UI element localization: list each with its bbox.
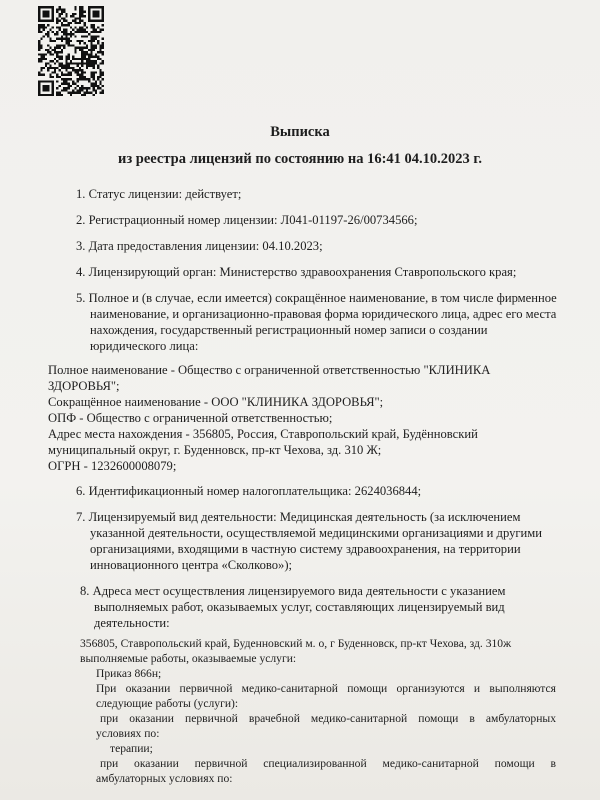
item-5-line: 5. Полное и (в случае, если имеется) сокращённое наименование, в том числе фирменное <box>76 291 557 305</box>
document-subtitle: из реестра лицензий по состоянию на 16:41 04.10.2023 г. <box>117 151 483 167</box>
item-5-line: наименование, и организационно-правовая форма юридического лица, адрес его места <box>90 307 557 321</box>
item-licensing-body: 4. Лицензирующий орган: Министерство здравоохранения Ставропольского края; <box>76 265 517 279</box>
org-short-name: Сокращённое наименование - ООО "КЛИНИКА ЗДОРОВЬЯ"; <box>48 395 384 409</box>
qr-code-icon <box>38 6 104 96</box>
place-services-label: выполняемые работы, оказываемые услуги: <box>80 652 297 665</box>
psmsp-line: при оказании первичной специализированной медико-санитарной помощи в <box>100 757 556 770</box>
item-7-line: организациями, входящими в частную систему здравоохранения, на территории <box>90 542 521 556</box>
item-8-line: деятельности: <box>94 616 170 630</box>
item-5-line: юридического лица: <box>90 339 199 353</box>
item-inn: 6. Идентификационный номер налогоплательщика: 2624036844; <box>76 484 422 498</box>
org-full-name-cont: ЗДОРОВЬЯ"; <box>48 379 120 393</box>
order-number: Приказ 866н; <box>96 667 162 680</box>
item-5-line: нахождения, государственный регистрационный номер записи о создании <box>90 323 488 337</box>
document-title: Выписка <box>270 124 330 140</box>
item-reg-number: 2. Регистрационный номер лицензии: Л041-01197-26/00734566; <box>76 213 418 227</box>
pmsp-line: следующие работы (услуги): <box>96 697 239 710</box>
item-7-line: 7. Лицензируемый вид деятельности: Медицинская деятельность (за исключением <box>76 510 521 524</box>
pvmsp-line: условиях по: <box>96 727 160 740</box>
org-ogrn: ОГРН - 1232600008079; <box>48 459 177 473</box>
pmsp-line: При оказании первичной медико-санитарной помощи организуются и выполняются <box>96 682 556 695</box>
item-7-line: указанной деятельности, осуществляемой медицинскими организациями и другими <box>90 526 542 540</box>
org-full-name: Полное наименование - Общество с ограниченной ответственностью "КЛИНИКА <box>48 363 491 377</box>
psmsp-line: амбулаторных условиях по: <box>96 772 233 785</box>
therapy-item: терапии; <box>110 742 153 755</box>
item-8-line: 8. Адреса мест осуществления лицензируемого вида деятельности с указанием <box>80 584 506 598</box>
org-opf: ОПФ - Общество с ограниченной ответственностью; <box>48 411 333 425</box>
item-date: 3. Дата предоставления лицензии: 04.10.2023; <box>76 239 323 253</box>
item-8-line: выполняемых работ, оказываемых услуг, составляющих лицензируемый вид <box>94 600 505 614</box>
place-address: 356805, Ставропольский край, Буденновский м. о, г Буденновск, пр-кт Чехова, зд. 310ж <box>80 637 512 650</box>
org-address: Адрес места нахождения - 356805, Россия, Ставропольский край, Будённовский <box>48 427 478 441</box>
item-7-line: инновационного центра «Сколково»); <box>90 558 293 572</box>
org-address-cont: муниципальный округ, г. Буденновск, пр-кт Чехова, зд. 310 Ж; <box>48 443 382 457</box>
item-status: 1. Статус лицензии: действует; <box>76 187 242 201</box>
pvmsp-line: при оказании первичной врачебной медико-санитарной помощи в амбулаторных <box>100 712 556 725</box>
